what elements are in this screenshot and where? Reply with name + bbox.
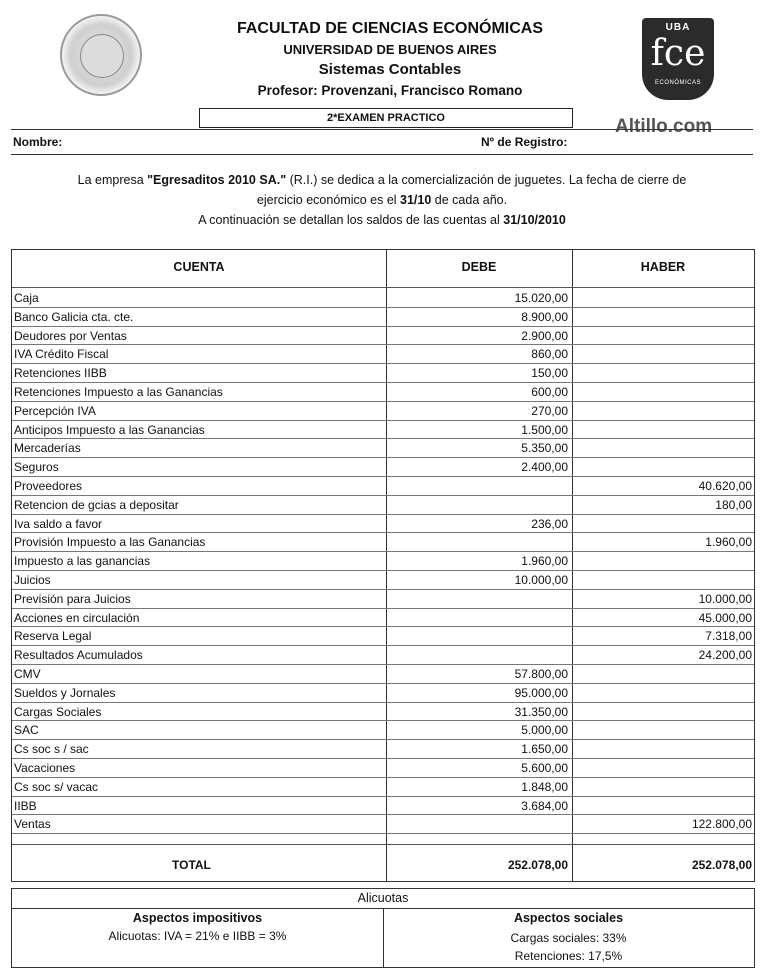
table-row xyxy=(12,702,754,721)
account-cell: Deudores por Ventas xyxy=(14,328,127,343)
table-row xyxy=(12,457,754,476)
debit-cell: 95.000,00 xyxy=(514,685,568,700)
debit-cell: 3.684,00 xyxy=(521,798,568,813)
table-row xyxy=(12,777,754,796)
debit-cell: 5.600,00 xyxy=(521,761,568,775)
table-row xyxy=(12,626,754,645)
credit-cell: 1.960,00 xyxy=(705,535,752,550)
account-cell: Banco Galicia cta. cte. xyxy=(14,309,134,324)
table-row xyxy=(12,420,754,439)
uba-seal-logo xyxy=(60,14,142,96)
account-cell: Retenciones IIBB xyxy=(14,366,107,381)
account-cell: Sueldos y Jornales xyxy=(14,685,116,700)
account-cell: Percepción IVA xyxy=(14,403,96,418)
account-cell: Ventas xyxy=(14,817,51,832)
table-row xyxy=(12,514,754,533)
credit-cell: 122.800,00 xyxy=(691,817,752,832)
table-row xyxy=(12,570,754,589)
table-row xyxy=(12,664,754,683)
debit-cell: 2.900,00 xyxy=(521,328,568,343)
table-row xyxy=(12,344,754,363)
table-row xyxy=(12,796,754,815)
total-debit: 252.078,00 xyxy=(507,858,568,872)
professor-name: Profesor: Provenzani, Francisco Romano xyxy=(257,83,523,98)
debit-cell: 1.650,00 xyxy=(521,742,568,757)
intro-line-2-pre: ejercicio económico es el xyxy=(256,193,401,207)
intro-line-3-pre: A continuación se detallan los saldos de las cuentas al xyxy=(198,213,504,227)
debit-cell: 270,00 xyxy=(531,403,568,418)
tax-title: Aspectos impositivos xyxy=(132,911,263,925)
table-row xyxy=(12,589,754,608)
credit-cell: 7.318,00 xyxy=(705,629,752,644)
subject-title: Sistemas Contables xyxy=(318,61,462,78)
account-cell: Provisión Impuesto a las Ganancias xyxy=(14,535,206,550)
intro-line-1-pre: La empresa xyxy=(77,173,148,187)
social-title: Aspectos sociales xyxy=(513,911,624,925)
logo-top-text: UBA xyxy=(665,22,691,33)
credit-cell: 24.200,00 xyxy=(698,648,752,663)
table-row xyxy=(12,814,754,833)
account-cell: Vacaciones xyxy=(14,761,76,775)
logo-main-text: fce xyxy=(650,33,706,74)
blank-row-rule xyxy=(12,844,754,845)
table-row xyxy=(12,683,754,702)
debit-cell: 600,00 xyxy=(531,385,568,399)
total-credit: 252.078,00 xyxy=(691,858,752,872)
debit-cell: 5.000,00 xyxy=(521,723,568,738)
table-row xyxy=(12,758,754,777)
social-rate-1: Cargas sociales: 33% xyxy=(510,931,627,945)
table-row xyxy=(12,438,754,457)
account-cell: Retencion de gcias a depositar xyxy=(14,497,179,512)
account-cell: Proveedores xyxy=(14,479,83,493)
intro-text xyxy=(11,170,753,230)
debit-cell: 1.500,00 xyxy=(521,422,568,437)
account-cell: Cs soc s / sac xyxy=(14,742,89,757)
table-row xyxy=(12,720,754,739)
table-row xyxy=(12,476,754,495)
debit-cell: 57.800,00 xyxy=(514,667,568,681)
debit-cell: 31.350,00 xyxy=(514,704,568,719)
header-debit: DEBE xyxy=(461,260,497,274)
name-label: Nombre: xyxy=(13,135,63,149)
debit-cell: 236,00 xyxy=(531,516,568,531)
balance-date: 31/10/2010 xyxy=(503,213,566,227)
account-cell: Iva saldo a favor xyxy=(14,516,103,531)
debit-cell: 10.000,00 xyxy=(514,573,568,587)
credit-cell: 10.000,00 xyxy=(698,591,752,606)
debit-cell: 1.960,00 xyxy=(521,554,568,569)
debit-cell: 860,00 xyxy=(531,347,568,362)
university-title: UNIVERSIDAD DE BUENOS AIRES xyxy=(283,42,497,57)
social-rate-2: Retenciones: 17,5% xyxy=(514,949,623,963)
rates-title: Alicuotas xyxy=(357,891,409,905)
balance-table xyxy=(11,249,755,882)
table-row xyxy=(12,363,754,382)
account-cell: CMV xyxy=(14,667,41,681)
account-cell: Cargas Sociales xyxy=(14,704,102,719)
table-row xyxy=(12,288,754,307)
credit-cell: 45.000,00 xyxy=(698,610,752,625)
student-info-row xyxy=(11,129,753,155)
debit-cell: 15.020,00 xyxy=(514,291,568,305)
account-cell: Mercaderías xyxy=(14,441,81,456)
debit-cell: 150,00 xyxy=(531,366,568,381)
close-date: 31/10 xyxy=(400,193,432,207)
account-cell: Impuesto a las ganancias xyxy=(14,554,151,569)
intro-line-1 xyxy=(11,170,753,190)
table-row xyxy=(12,307,754,326)
company-name: "Egresaditos 2010 SA." xyxy=(147,173,287,187)
account-cell: IVA Crédito Fiscal xyxy=(14,347,109,362)
credit-cell: 40.620,00 xyxy=(698,479,752,493)
table-row xyxy=(12,382,754,401)
table-row xyxy=(12,326,754,345)
debit-cell: 2.400,00 xyxy=(521,460,568,475)
table-row xyxy=(12,495,754,514)
table-row xyxy=(12,645,754,664)
table-row xyxy=(12,608,754,627)
tax-rates: Alicuotas: IVA = 21% e IIBB = 3% xyxy=(108,929,287,943)
account-cell: Caja xyxy=(14,291,39,305)
faculty-title: FACULTAD DE CIENCIAS ECONÓMICAS xyxy=(236,20,544,37)
header-account: CUENTA xyxy=(173,260,225,274)
intro-line-3 xyxy=(11,210,753,230)
seal-emblem-icon xyxy=(80,34,124,78)
account-cell: Seguros xyxy=(14,460,59,475)
total-label: TOTAL xyxy=(172,858,211,872)
exam-title: 2*EXAMEN PRACTICO xyxy=(199,108,573,128)
account-cell: Juicios xyxy=(14,573,51,587)
fce-logo xyxy=(642,18,714,100)
table-row xyxy=(12,739,754,758)
registry-label: Nº de Registro: xyxy=(481,135,568,149)
intro-line-2-post: de cada año. xyxy=(431,193,508,207)
account-cell: Resultados Acumulados xyxy=(14,648,143,663)
debit-cell: 8.900,00 xyxy=(521,309,568,324)
account-cell: Previsión para Juicios xyxy=(14,591,131,606)
account-cell: IIBB xyxy=(14,798,37,813)
account-cell: Cs soc s/ vacac xyxy=(14,779,99,794)
account-cell: Anticipos Impuesto a las Ganancias xyxy=(14,422,205,437)
logo-bottom-text: ECONÓMICAS xyxy=(654,80,701,86)
rates-section xyxy=(11,888,755,968)
debit-cell: 1.848,00 xyxy=(521,779,568,794)
account-cell: Acciones en circulación xyxy=(14,610,140,625)
credit-cell: 180,00 xyxy=(715,497,752,512)
account-cell: SAC xyxy=(14,723,39,738)
intro-line-2 xyxy=(11,190,753,210)
account-cell: Reserva Legal xyxy=(14,629,92,644)
header-credit: HABER xyxy=(640,260,686,274)
table-row xyxy=(12,532,754,551)
table-row xyxy=(12,401,754,420)
account-cell: Retenciones Impuesto a las Ganancias xyxy=(14,385,223,399)
row-rule xyxy=(12,833,754,834)
table-row xyxy=(12,551,754,570)
intro-line-1-post: (R.I.) se dedica a la comercialización de juguetes. La fecha de cierre de xyxy=(286,173,687,187)
watermark: Altillo.com xyxy=(615,116,713,137)
debit-cell: 5.350,00 xyxy=(521,441,568,456)
